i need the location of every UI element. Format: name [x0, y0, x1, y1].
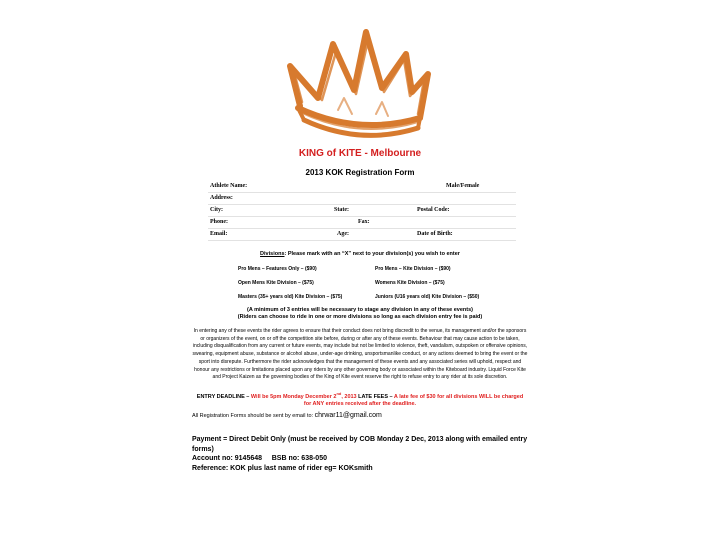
entry-deadline: [196, 390, 524, 409]
city-label: City:: [210, 207, 223, 213]
division-option[interactable]: Open Mens Kite Division – ($75): [238, 280, 314, 286]
late-fees-label: LATE FEES –: [356, 393, 393, 400]
riders-note: (Riders can choose to ride in one or more divisions so long as each division entry fee is paid): [237, 314, 483, 320]
send-text: All Registration Forms should be sent by email to:: [192, 413, 315, 419]
email-label: Email:: [210, 231, 228, 237]
late-fees-text: A late fee of $30 for all divisions WILL be charged for ANY entries received after the deadline.: [303, 393, 524, 408]
form-row-name: [208, 181, 516, 193]
divisions-instruction: : Please mark with an “X” next to your division(s) you wish to enter: [284, 251, 460, 257]
phone-label: Phone:: [210, 219, 228, 225]
form-title: 2013 KOK Registration Form: [305, 168, 415, 177]
division-option[interactable]: Juniors (U16 years old) Kite Division – ($50): [375, 294, 480, 300]
deadline-label: ENTRY DEADLINE –: [196, 393, 250, 400]
account-details: Account no: 9145648 BSB no: 638-050: [192, 455, 327, 462]
gender-label: Male/Female: [446, 183, 480, 189]
deadline-text: Will be 5pm Monday December 2: [249, 393, 337, 400]
fax-label: Fax:: [358, 219, 370, 225]
divisions-heading: [0, 251, 720, 257]
send-instructions: [192, 412, 382, 419]
payment-method: Payment = Direct Debit Only (must be received by COB Monday 2 Dec, 2013 along with emailed entry forms): [192, 436, 528, 453]
address-label: Address:: [210, 195, 233, 201]
divisions-label: Divisions: [260, 251, 285, 257]
state-label: State:: [334, 207, 349, 213]
minimum-entries-note: (A minimum of 3 entries will be necessary to stage any division in any of these events): [247, 307, 473, 313]
form-row-city: [208, 205, 516, 217]
division-option[interactable]: Pro Mens – Features Only – ($90): [238, 266, 317, 272]
age-label: Age:: [337, 231, 349, 237]
registration-form: [208, 181, 516, 241]
payment-reference: Reference: KOK plus last name of rider eg= KOKsmith: [192, 464, 373, 472]
contact-email[interactable]: chrwar11@gmail.com: [314, 412, 382, 419]
payment-info: [192, 435, 532, 473]
postal-code-label: Postal Code:: [417, 207, 450, 213]
deadline-sup: nd: [336, 391, 342, 396]
division-option[interactable]: Pro Mens – Kite Division – ($90): [375, 266, 451, 272]
form-row-email: [208, 229, 516, 241]
crown-logo-icon: [278, 14, 438, 154]
dob-label: Date of Birth:: [417, 231, 453, 237]
athlete-name-label: Athlete Name:: [210, 183, 248, 189]
event-title: KING of KITE - Melbourne: [298, 148, 422, 159]
conduct-disclaimer: In entering any of these events the rider agrees to ensure that their conduct does not bring discredit to the venue, its management and/or the sponsors or organizers of the event, on or off the competition site before, during or after any of these events. Behaviour that may cause action to be taken, including disqualification from any current or future events, may include but not be limited to violence, theft, vandalism, outspoken or offensive opinions, swearing, equipment abuse, substance or alcohol abuse, under-age drinking, unsportsmanlike conduct, or any actions deemed to bring the event or the sport into disrepute. Furthermore the rider acknowledges that the management of these events and any associated series will uphold, respect and honour any restrictions or limitations placed upon any riders by any other governing body or associated within the Kiteboard industry. Liquid Force Kite and Project Kaizen as the governing bodies of the King of Kite event reserve the right to refuse entry to any rider at its sole discretion.: [192, 328, 528, 381]
form-row-address: [208, 193, 516, 205]
division-option[interactable]: Masters (35+ years old) Kite Division – ($75): [238, 294, 343, 300]
division-option[interactable]: Womens Kite Division – ($75): [375, 280, 445, 286]
form-row-phone: [208, 217, 516, 229]
deadline-year: , 2013: [341, 393, 357, 400]
